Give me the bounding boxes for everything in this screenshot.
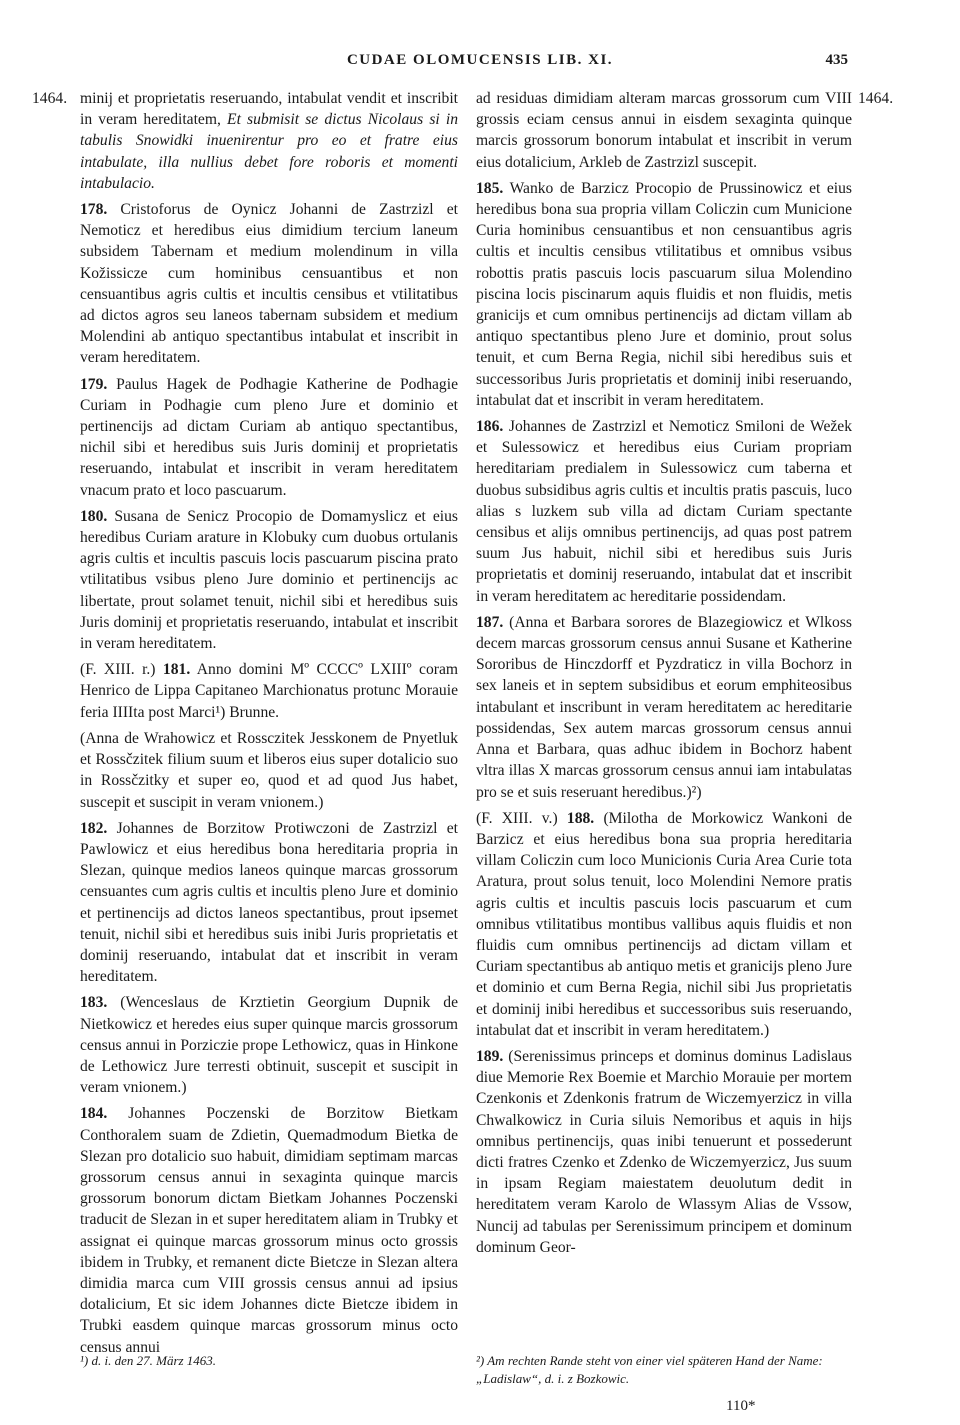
entry-paragraph [476,178,852,411]
entry-number: 178. [80,201,108,219]
margin-year-left: 1464. [32,90,68,107]
entry-paragraph [476,612,852,803]
folio-reference: (F. XIII. r.) [80,661,163,679]
footnote-left: ¹) d. i. den 27. März 1463. [80,1353,217,1368]
entry-text: (Serenissimus princeps et dominus dominus Ladislaus diue Memorie Rex Boemie et Marchio Morauie per mortem Czenkonis et Zdenkonis fratrum de Wiczemyerzicz in villa Chwalkowicz in Curia siluis Nemoribus et aquis in hijs omnibus pertinencijs, quas inibi tenuerunt et possederunt dicti fratres Czenko et Zdenko de Wiczemyerzicz, Jus suum in ipsam Regiam maiestatem deuolutum dedit in hereditatem veram Karolo de Wlassym Alias de Vssow, Nuncij ad tabulas per Serenissimum principem et dominum dominum Geor- [476,1047,853,1256]
entry-text: (Anna de Wrahowicz et Rossczitek Jesskonem de Pnyetluk et Rossčzitek filium suum et liberos eius super dotalicio suo in Rossčzitky et super eo, quod et ad quod Jus habet, suscepit et suscipit in veram vnionem.) [80,729,458,811]
entry-paragraph [80,728,458,813]
margin-year-right: 1464. [858,90,894,107]
entry-text: (Wenceslaus de Krztietin Georgium Dupnik de Nietkowicz et heredes eius super quinque marcis grossorum census annui in Porziczie prope Lethowicz, quas in Hinkone de Lethowicz Jure terresti obtinuit, suscepit et suscipit in veram vnionem.) [80,994,458,1097]
entry-text: Paulus Hagek de Podhagie Katherine de Podhagie Curiam in Podhagie cum pleno Jure et dominio et pertinencijs ad dictam Curiam ab antiquo spectantibus, nichil sibi et heredibus suis Juris dominij et proprietatis reseruando, intabulat et inscribit in veram hereditatem vnacum prato et loco pascuarum. [80,375,458,499]
entry-number: 181. [162,661,191,679]
entry-text: (Milotha de Morkowicz Wankoni de Barzicz et eius heredibus bona sua propria hereditaria villam Coliczin cum loco Municionis Curia Area Curie tota Aratura, prout solus tenuit, loco Molendini Nemore pratis agris cultis et incultis pascuis locis pascuarum et cum omnibus vtilitatibus montibus vallibus aquis fluidis et non fluidis cum omnibus pertinencijs ad dictam villam et Curiam spectantibus ab antiquo metis et granicijs pleno Jure et dominio et cum Berna Regia, nichil sibi Jus proprietatis et dominij inibi heredibus et successoribus suis reseruando, intabulat dat et inscribit in veram hereditatem.) [476,809,852,1039]
entry-number: 186. [476,418,504,436]
entry-italic-note: Et submisit se dictus Nicolaus si in tabulis Snowidki inuenirentur pro eo et fratre eius intabulate, illa nullius debet fore roboris et momenti intabulacio. [80,111,458,192]
running-header [0,52,960,76]
left-text-column [80,88,458,1363]
entry-paragraph [80,374,458,501]
entry-text: minij et proprietatis reseruando, intabulat vendit et inscribit in veram hereditatem, [80,90,458,129]
entry-text: Anno domini Mº CCCCº LXIIIº coram Henrico de Lippa Capitaneo Marchionatus protunc Morauie feria IIIIta post Marci¹) Brunne. [80,661,458,721]
entry-number: 184. [80,1105,108,1123]
entry-text: Cristoforus de Oynicz Johanni de Zastrzizl et Nemoticz et heredibus eius dimidium tercium laneum subsidem Tabernam et medium molendinum in villa Kožissicze cum hominibus censuantibus et non censuantibus agris cultis et incultis censibus et vtilitatibus ad dictos agros seu laneos tabernam subsidem et medium Molendini ab antiquo spectantibus intabulat et inscribit in veram hereditatem. [80,201,458,367]
entry-paragraph [80,992,458,1098]
footnote-right: ²) Am rechten Rande steht von einer viel späteren Hand der Name: „Ladislaw“, d. i. z Bozkowic. [476,1353,823,1386]
running-title: CUDAE OLOMUCENSIS LIB. XI. [346,52,614,68]
entry-paragraph [80,88,458,194]
page-number: 435 [825,52,848,68]
entry-paragraph [80,1103,458,1357]
entry-text: Wanko de Barzicz Procopio de Prussinowicz et eius heredibus bona sua propria villam Coliczin cum Municione Curia hominibus censuantibus et non censuantibus agris cultis et incultis censibus vtilitatibus et omnibus vsibus robottis pratis pascuis locis pascuarum silua Molendino piscina locis piscinarum aquis fluidis et non fluidis, metis granicijs et cum omnibus pertinencijs ad dictam villam ab antiquo spectantibus pleno Jure et dominio, prout solus tenuit, et cum Berna Regia, nichil sibi heredibus suis et successoribus Juris proprietatis et dominij inibi reseruando, intabulat dat et inscribit in veram hereditatem. [476,179,852,409]
entry-text: (Anna et Barbara sorores de Blazegiowicz et Wlkoss decem marcas grossorum census annui Susane et Katherine Sororibus de Hinczdorff et Pyzdraticz in villa Bochorz in sex laneis et in septem subsidibus et eorum emphiteosibus intabulant et inscribunt in veram hereditatem ac hereditarie possidendas, Sex autem marcas grossorum census annui Anna et Barbara, quas adhuc ibidem in Bochorz habent vltra illas X marcas grossorum census annui iam intabulatas pro se et suis reseruant heredibus.)²) [476,613,852,801]
entry-number: 189. [476,1047,504,1065]
entry-paragraph [80,659,458,723]
entry-text: Johannes de Zastrzizl et Nemoticz Smiloni de Wežek et Sulessowicz et heredibus eius Curiam propriam hereditariam predialem in Sulessowicz cum taberna et duobus subsidibus agris cultis et incultis pratis pascuis, luco alias s luzkem sub villa ad dictam Curiam spectante censibus et alijs omnibus pertinencijs, ad quas post patrem suum Jus habuit, nichil sibi et heredibus suis Juris proprietatis et dominij reseruando, intabulat dat et inscribit in veram hereditatem ac hereditarie possidendam. [476,418,853,605]
entry-number: 187. [476,613,504,631]
entry-number: 185. [476,179,504,197]
right-text-column [476,88,852,1263]
entry-paragraph [476,416,852,607]
entry-text: Johannes de Borzitow Protiwczoni de Zastrzizl et Pawlowicz et eius heredibus bona hereditaria propria in Slezan, quinque medios laneos quinque marcas grossorum censuantes cum agris cultis et incultis pleno Jure et dominio et pertinencijs ad dictos laneos spectantibus, prout ipsemet tenuit, nichil sibi et heredibus suis inibi Juris proprietatis et dominij reseruando, intabulat dat et inscribit in veram hereditatem. [80,819,459,986]
folio-reference: (F. XIII. v.) [476,809,567,827]
entry-text: ad residuas dimidiam alteram marcas grossorum cum VIII grossis eciam census annui in eisdem sexaginta quinque marcis grossorum bonorum intabulat et inscribit in verum eius dotalicium, Arkleb de Zastrzizl suscepit. [476,90,852,171]
entry-paragraph [476,88,852,173]
entry-paragraph [476,808,852,1041]
entry-number: 188. [566,809,595,827]
signature-mark: 110* [726,1398,756,1414]
entry-paragraph [80,818,458,988]
entry-number: 180. [80,507,108,525]
entry-number: 182. [80,819,108,837]
entry-number: 183. [80,994,108,1012]
entry-text: Johannes Poczenski de Borzitow Bietkam Conthoralem suam de Zdietin, Quemadmodum Bietka de Slezan pro dotalicio suo habuit, dimidiam septimam marcas grossorum census annui in sexaginta quinque marcis grossorum bonorum dictam Bietkam Johannes Poczenski traducit de Slezan in et super hereditatem aliam in Trubky et assignat ei quinque marcas grossorum minus octo grossis ibidem in Trubky, et remanent dicte Bietcze in Slezan altera dimidia marca cum VIII grossis census annui ad ipsius dotalicium, Et sic idem Johannes dicte Bietcze ibidem in Trubki easdem quinque marcas grossorum minus octo census annui [80,1105,459,1356]
entry-paragraph [80,506,458,654]
entry-text: Susana de Senicz Procopio de Domamyslicz et eius heredibus Curiam arature in Klobuky cum duobus ortulanis agris cultis et incultis pascuis locis pascuarum piscina prato vtilitatibus vsibus pleno Jure dominio et pertinencijs ac libertate, prout solamet tenuit, nichil sibi et heredibus suis Juris dominij et proprietatis reseruando, intabulat et inscribit in veram hereditatem. [80,507,458,653]
entry-paragraph [80,199,458,369]
entry-paragraph [476,1046,852,1258]
entry-number: 179. [80,375,108,393]
